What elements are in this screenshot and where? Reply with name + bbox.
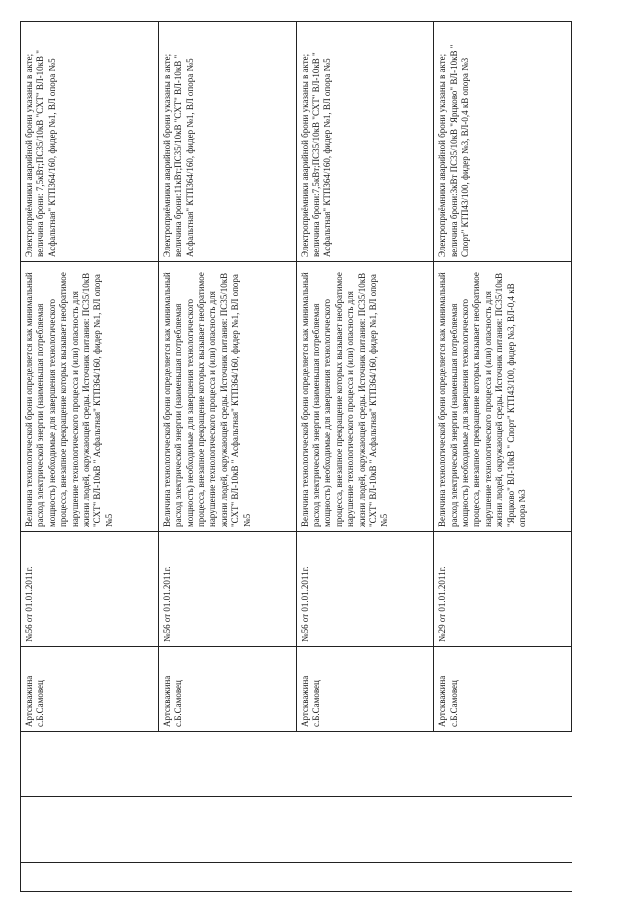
left-border-line <box>20 732 21 892</box>
description-cell: Величина технологической брони определяется как минимальный расход электрической энергии (наименьшая потребляемая мощность) необходимые для завершения технологического процесса, внезапное прекращение которых вызывает необратимое нарушение технологического процесса и (или) опасность для жизни людей, окружающей среды. Источник питания: ПС35/10кВ "СХТ" ВЛ-10кВ " Асфальтная" КТП364/160, фидер №1, ВЛ опора №5 <box>296 262 434 532</box>
divider-line <box>20 891 572 892</box>
description-cell: Величина технологической брони определяется как минимальный расход электрической энергии (наименьшая потребляемая мощность) необходимые для завершения технологического процесса, внезапное прекращение которых вызывает необратимое нарушение технологического процесса и (или) опасность для жизни людей, окружающей среды. Источник питания: ПС35/10кВ "Ярцково" ВЛ-10кВ " Спорт" КТП43/100, фидер №3, ВЛ-0,4 кВ опора №3 <box>434 262 572 532</box>
object-cell: Артскважина с.Б.Самовец <box>158 647 296 732</box>
emergency-cell: Электроприёмники аварийной брони указаны в акте; величина брони: 7,5кВт;ПС35/10кВ "СХТ" ВЛ-10кВ " Асфальтная" КТП364/160, фидер №1, ВЛ опора №5 <box>21 22 159 262</box>
emergency-cell: Электроприёмники аварийной брони указаны в акте; величина брони:11кВт;ПС35/10кВ "СХТ" ВЛ-10кВ " Асфальтная" КТП364/160, фидер №1, ВЛ опора №5 <box>158 22 296 262</box>
table-row <box>434 22 572 732</box>
rotated-table-wrapper <box>20 22 572 732</box>
divider-line <box>20 796 572 797</box>
description-cell: Величина технологической брони определяется как минимальный расход электрической энергии (наименьшая потребляемая мощность) необходимые для завершения технологического процесса, внезапное прекращение которых вызывает необратимое нарушение технологического процесса и (или) опасность для жизни людей, окружающей среды. Источник питания: ПС35/10кВ "СХТ" ВЛ-10кВ " Асфальтная" КТП364/160, фидер №1, ВЛ опора №5 <box>158 262 296 532</box>
emergency-cell: Электроприёмники аварийной брони указаны в акте; величина брони:7,5кВт;ПС35/10кВ "СХТ" ВЛ-10кВ " Асфальтная" КТП364/160, фидер №1, ВЛ опора №5 <box>296 22 434 262</box>
table-row <box>158 22 296 732</box>
object-cell: Артскважина с.Б.Самовец <box>21 647 159 732</box>
power-reserve-table <box>20 21 572 732</box>
divider-line <box>20 862 572 863</box>
table-row <box>296 22 434 732</box>
object-cell: Артскважина с.Б.Самовец <box>434 647 572 732</box>
description-cell: Величина технологической брони определяется как минимальный расход электрической энергии (наименьшая потребляемая мощность) необходимые для завершения технологического процесса, внезапное прекращение которых вызывает необратимое нарушение технологического процесса и (или) опасность для жизни людей, окружающей среды. Источник питания: ПС35/10кВ "СХТ" ВЛ-10кВ " Асфальтная" КТП364/160, фидер №1, ВЛ опора №5 <box>21 262 159 532</box>
act-cell: №56 от 01.01.2011г. <box>21 532 159 647</box>
emergency-cell: Электроприёмники аварийной брони указаны в акте; величина брони:3кВт ПС35/10кВ "Ярцково" ВЛ-10кВ " Спорт" КТП43/100, фидер №3, ВЛ-0,4 кВ опора №3 <box>434 22 572 262</box>
table-row <box>21 22 159 732</box>
act-cell: №29 от 01.01.2011г. <box>434 532 572 647</box>
act-cell: №56 от 01.01.2011г. <box>296 532 434 647</box>
object-cell: Артскважина с.Б.Самовец <box>296 647 434 732</box>
act-cell: №56 от 01.01.2011г. <box>158 532 296 647</box>
